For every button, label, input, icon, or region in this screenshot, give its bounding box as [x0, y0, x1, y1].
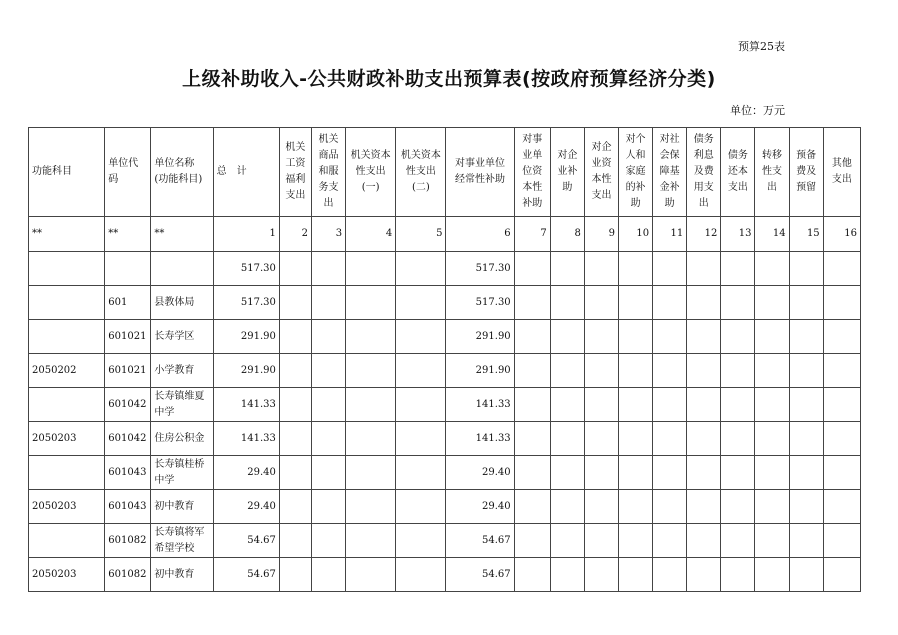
empty-cell [619, 558, 653, 592]
unit-name-cell: 长寿镇桂桥中学 [151, 456, 213, 490]
empty-cell [619, 252, 653, 286]
empty-cell [619, 422, 653, 456]
empty-cell [789, 286, 823, 320]
unit-code-cell: 601043 [105, 490, 151, 524]
empty-cell [823, 286, 860, 320]
column-header: 债务 还本 支出 [721, 128, 755, 217]
empty-cell [550, 320, 584, 354]
empty-cell [755, 354, 789, 388]
empty-cell [584, 456, 618, 490]
function-code-cell [29, 388, 105, 422]
column-index-cell: 16 [823, 217, 860, 252]
empty-cell [584, 422, 618, 456]
unit-name-cell [151, 252, 213, 286]
empty-cell [584, 354, 618, 388]
empty-cell [789, 490, 823, 524]
empty-cell [619, 490, 653, 524]
empty-cell [550, 286, 584, 320]
column-header: 转移 性支 出 [755, 128, 789, 217]
column-header: 机关资本 性支出 (二) [396, 128, 446, 217]
empty-cell [279, 354, 311, 388]
column-header: 对事业单位 经常性补助 [446, 128, 514, 217]
column-header: 总 计 [213, 128, 279, 217]
column-header: 其他 支出 [823, 128, 860, 217]
empty-cell [279, 558, 311, 592]
empty-cell [789, 456, 823, 490]
column-header: 债务 利息 及费 用支 出 [687, 128, 721, 217]
unit-code-cell [105, 252, 151, 286]
total-cell: 517.30 [213, 252, 279, 286]
empty-cell [346, 320, 396, 354]
column-index-cell: 14 [755, 217, 789, 252]
function-code-cell: 2050203 [29, 490, 105, 524]
empty-cell [653, 524, 687, 558]
form-number: 预算25表 [738, 40, 785, 53]
empty-cell [514, 524, 550, 558]
empty-cell [721, 422, 755, 456]
table-row [29, 354, 861, 388]
empty-cell [823, 354, 860, 388]
column-header: 对社 会保 障基 金补 助 [653, 128, 687, 217]
column-index-cell: 11 [653, 217, 687, 252]
unit-name-cell: 小学教育 [151, 354, 213, 388]
empty-cell [823, 422, 860, 456]
empty-cell [653, 456, 687, 490]
empty-cell [653, 422, 687, 456]
unit-label: 单位：万元 [730, 104, 785, 117]
column-header: 对企 业资 本性 支出 [584, 128, 618, 217]
table-row [29, 286, 861, 320]
column-index-cell: 4 [346, 217, 396, 252]
unit-name-cell: 长寿镇将军希望学校 [151, 524, 213, 558]
empty-cell [311, 524, 345, 558]
table-row [29, 320, 861, 354]
empty-cell [721, 456, 755, 490]
total-cell: 29.40 [213, 456, 279, 490]
enterprise-regular-subsidy-cell: 141.33 [446, 422, 514, 456]
total-cell: 29.40 [213, 490, 279, 524]
empty-cell [514, 422, 550, 456]
empty-cell [823, 524, 860, 558]
enterprise-regular-subsidy-cell: 291.90 [446, 320, 514, 354]
enterprise-regular-subsidy-cell: 29.40 [446, 456, 514, 490]
empty-cell [279, 524, 311, 558]
empty-cell [311, 456, 345, 490]
empty-cell [396, 320, 446, 354]
empty-cell [550, 524, 584, 558]
empty-cell [755, 558, 789, 592]
empty-cell [823, 490, 860, 524]
empty-cell [311, 354, 345, 388]
empty-cell [619, 388, 653, 422]
column-header: 对事 业单 位资 本性 补助 [514, 128, 550, 217]
empty-cell [823, 456, 860, 490]
empty-cell [514, 558, 550, 592]
empty-cell [396, 456, 446, 490]
empty-cell [279, 320, 311, 354]
empty-cell [346, 286, 396, 320]
total-cell: 517.30 [213, 286, 279, 320]
empty-cell [687, 388, 721, 422]
empty-cell [550, 252, 584, 286]
column-header: 机关 商品 和服 务支 出 [311, 128, 345, 217]
empty-cell [584, 286, 618, 320]
column-header: 功能科目 [29, 128, 105, 217]
empty-cell [584, 252, 618, 286]
empty-cell [514, 354, 550, 388]
column-index-cell: ** [151, 217, 213, 252]
empty-cell [396, 354, 446, 388]
unit-name-cell: 住房公积金 [151, 422, 213, 456]
total-cell: 54.67 [213, 558, 279, 592]
column-header: 单位名称 (功能科目) [151, 128, 213, 217]
empty-cell [584, 320, 618, 354]
empty-cell [755, 252, 789, 286]
empty-cell [279, 456, 311, 490]
function-code-cell [29, 524, 105, 558]
empty-cell [346, 558, 396, 592]
empty-cell [755, 388, 789, 422]
table-row [29, 422, 861, 456]
empty-cell [346, 252, 396, 286]
table-body [29, 217, 861, 592]
empty-cell [396, 252, 446, 286]
total-cell: 54.67 [213, 524, 279, 558]
column-index-cell: 15 [789, 217, 823, 252]
empty-cell [687, 422, 721, 456]
empty-cell [755, 286, 789, 320]
empty-cell [346, 354, 396, 388]
budget-table [28, 127, 861, 592]
empty-cell [653, 252, 687, 286]
unit-name-cell: 初中教育 [151, 558, 213, 592]
column-header: 单位代码 [105, 128, 151, 217]
empty-cell [619, 286, 653, 320]
empty-cell [687, 354, 721, 388]
empty-cell [346, 388, 396, 422]
enterprise-regular-subsidy-cell: 141.33 [446, 388, 514, 422]
empty-cell [311, 558, 345, 592]
enterprise-regular-subsidy-cell: 54.67 [446, 524, 514, 558]
table-row [29, 524, 861, 558]
empty-cell [687, 490, 721, 524]
empty-cell [584, 388, 618, 422]
function-code-cell: 2050203 [29, 422, 105, 456]
empty-cell [755, 456, 789, 490]
empty-cell [550, 490, 584, 524]
empty-cell [396, 558, 446, 592]
empty-cell [721, 490, 755, 524]
empty-cell [721, 354, 755, 388]
column-header: 机关资本 性支出 (一) [346, 128, 396, 217]
total-cell: 141.33 [213, 388, 279, 422]
unit-code-cell: 601043 [105, 456, 151, 490]
empty-cell [514, 456, 550, 490]
empty-cell [823, 252, 860, 286]
empty-cell [789, 252, 823, 286]
empty-cell [584, 490, 618, 524]
empty-cell [346, 456, 396, 490]
column-index-cell: 9 [584, 217, 618, 252]
empty-cell [584, 524, 618, 558]
empty-cell [514, 252, 550, 286]
empty-cell [311, 422, 345, 456]
column-index-cell: 6 [446, 217, 514, 252]
empty-cell [279, 422, 311, 456]
empty-cell [279, 490, 311, 524]
table-row [29, 456, 861, 490]
empty-cell [396, 286, 446, 320]
unit-code-cell: 601082 [105, 524, 151, 558]
total-cell: 141.33 [213, 422, 279, 456]
column-index-cell: 8 [550, 217, 584, 252]
empty-cell [514, 286, 550, 320]
column-index-cell: 7 [514, 217, 550, 252]
empty-cell [311, 252, 345, 286]
empty-cell [721, 388, 755, 422]
empty-cell [311, 490, 345, 524]
empty-cell [619, 456, 653, 490]
function-code-cell: 2050202 [29, 354, 105, 388]
empty-cell [514, 320, 550, 354]
column-index-cell: 10 [619, 217, 653, 252]
empty-cell [755, 524, 789, 558]
empty-cell [311, 388, 345, 422]
empty-cell [396, 490, 446, 524]
function-code-cell [29, 286, 105, 320]
empty-cell [687, 524, 721, 558]
empty-cell [279, 252, 311, 286]
empty-cell [311, 320, 345, 354]
empty-cell [721, 320, 755, 354]
column-index-cell: 1 [213, 217, 279, 252]
empty-cell [346, 490, 396, 524]
empty-cell [653, 558, 687, 592]
enterprise-regular-subsidy-cell: 291.90 [446, 354, 514, 388]
function-code-cell [29, 252, 105, 286]
unit-name-cell: 县教体局 [151, 286, 213, 320]
empty-cell [653, 320, 687, 354]
unit-code-cell: 601 [105, 286, 151, 320]
unit-code-cell: 601042 [105, 388, 151, 422]
empty-cell [721, 558, 755, 592]
empty-cell [619, 524, 653, 558]
table-row [29, 490, 861, 524]
empty-cell [653, 388, 687, 422]
column-index-cell: ** [105, 217, 151, 252]
empty-cell [346, 422, 396, 456]
column-index-cell: 13 [721, 217, 755, 252]
empty-cell [619, 320, 653, 354]
empty-cell [721, 286, 755, 320]
empty-cell [789, 524, 823, 558]
empty-cell [721, 252, 755, 286]
empty-cell [550, 558, 584, 592]
page-title: 上级补助收入-公共财政补助支出预算表(按政府预算经济分类) [182, 68, 716, 90]
empty-cell [687, 558, 721, 592]
empty-cell [755, 490, 789, 524]
column-index-cell: 12 [687, 217, 721, 252]
empty-cell [514, 388, 550, 422]
column-header: 预备 费及 预留 [789, 128, 823, 217]
table-row [29, 388, 861, 422]
column-index-cell: ** [29, 217, 105, 252]
empty-cell [396, 524, 446, 558]
column-header: 对企 业补 助 [550, 128, 584, 217]
enterprise-regular-subsidy-cell: 54.67 [446, 558, 514, 592]
enterprise-regular-subsidy-cell: 517.30 [446, 252, 514, 286]
empty-cell [396, 422, 446, 456]
empty-cell [550, 354, 584, 388]
unit-code-cell: 601021 [105, 320, 151, 354]
empty-cell [653, 286, 687, 320]
empty-cell [619, 354, 653, 388]
total-cell: 291.90 [213, 320, 279, 354]
column-header: 对个 人和 家庭 的补 助 [619, 128, 653, 217]
unit-code-cell: 601042 [105, 422, 151, 456]
unit-code-cell: 601082 [105, 558, 151, 592]
table-row [29, 558, 861, 592]
unit-name-cell: 初中教育 [151, 490, 213, 524]
table-row [29, 252, 861, 286]
empty-cell [550, 388, 584, 422]
column-index-cell: 2 [279, 217, 311, 252]
empty-cell [514, 490, 550, 524]
unit-code-cell: 601021 [105, 354, 151, 388]
empty-cell [396, 388, 446, 422]
empty-cell [687, 456, 721, 490]
empty-cell [823, 558, 860, 592]
empty-cell [789, 320, 823, 354]
empty-cell [279, 286, 311, 320]
unit-name-cell: 长寿镇维夏中学 [151, 388, 213, 422]
function-code-cell: 2050203 [29, 558, 105, 592]
empty-cell [687, 286, 721, 320]
column-header: 机关 工资 福利 支出 [279, 128, 311, 217]
empty-cell [346, 524, 396, 558]
empty-cell [755, 320, 789, 354]
header-row [29, 128, 861, 217]
column-index-row [29, 217, 861, 252]
empty-cell [653, 354, 687, 388]
empty-cell [721, 524, 755, 558]
function-code-cell [29, 320, 105, 354]
enterprise-regular-subsidy-cell: 517.30 [446, 286, 514, 320]
unit-name-cell: 长寿学区 [151, 320, 213, 354]
empty-cell [789, 422, 823, 456]
empty-cell [311, 286, 345, 320]
function-code-cell [29, 456, 105, 490]
empty-cell [687, 320, 721, 354]
empty-cell [550, 456, 584, 490]
empty-cell [789, 388, 823, 422]
empty-cell [687, 252, 721, 286]
column-index-cell: 5 [396, 217, 446, 252]
empty-cell [789, 558, 823, 592]
empty-cell [823, 320, 860, 354]
empty-cell [584, 558, 618, 592]
total-cell: 291.90 [213, 354, 279, 388]
empty-cell [550, 422, 584, 456]
column-index-cell: 3 [311, 217, 345, 252]
empty-cell [823, 388, 860, 422]
empty-cell [789, 354, 823, 388]
enterprise-regular-subsidy-cell: 29.40 [446, 490, 514, 524]
empty-cell [755, 422, 789, 456]
empty-cell [279, 388, 311, 422]
empty-cell [653, 490, 687, 524]
